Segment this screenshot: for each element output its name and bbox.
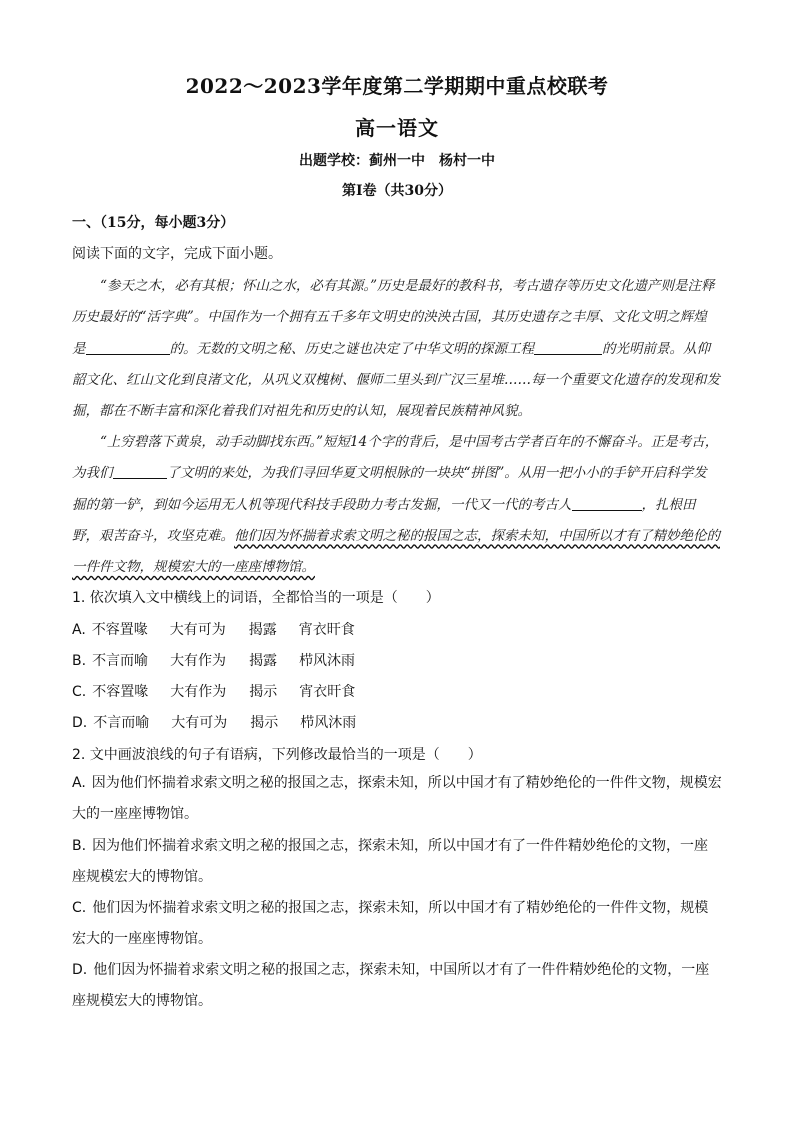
option-label: B. [72, 653, 87, 669]
q1-option-a[interactable] [72, 619, 355, 639]
reading-instruction: 阅读下面的文字，完成下面小题。 [72, 246, 282, 262]
option-word: 揭露 [248, 622, 277, 638]
option-word: 不言而喻 [93, 715, 150, 731]
option-word: 栉风沐雨 [299, 653, 356, 669]
passage-paragraph-1 [72, 271, 720, 427]
q2-option-d[interactable] [72, 955, 722, 1017]
option-text: 他们因为怀揣着求索文明之秘的报国之志，探索未知，中国所以才有了一件件精妙绝伦的文物，一座座规模宏大的博物馆。 [72, 962, 710, 1009]
option-word: 揭露 [249, 653, 278, 669]
passage-text: “上穷碧落下黄泉，动手动脚找东西。”短短14个字的背后，是中国考古学者百年的不懈奋斗。正是考古，为我们 [72, 434, 719, 482]
passage-paragraph-2 [72, 427, 720, 583]
option-word: 揭示 [250, 715, 279, 731]
passage-text: ，扎根田野，艰苦奋斗，攻坚克难。 [72, 496, 696, 544]
question-2-stem: 2. 文中画波浪线的句子有语病，下列修改最恰当的一项是（ ） [72, 747, 482, 763]
fill-blank-1 [86, 339, 170, 355]
option-text: 他们因为怀揣着求索文明之秘的报国之志，探索未知，所以中国才有了精妙绝伦的一件件文物，规模宏大的一座座博物馆。 [72, 900, 709, 947]
question-1-stem: 1. 依次填入文中横线上的词语，全都恰当的一项是（ ） [72, 590, 440, 606]
setter-schools: 出题学校：蓟州一中 杨村一中 [299, 153, 495, 169]
option-word: 不容置喙 [92, 684, 149, 700]
option-word: 大有作为 [170, 684, 227, 700]
passage-text: 了文明的来处，为我们寻回华夏文明根脉的一块块“拼图”。从用一把小小的手铲开启科学发掘的第一铲，到如今运用无人机等现代科技手段助力考古发掘，一代又一代的考古人 [72, 465, 707, 513]
q2-option-a[interactable] [72, 768, 722, 830]
option-label: D. [72, 715, 88, 731]
q2-option-b[interactable] [72, 831, 722, 893]
option-word: 不容置喙 [91, 622, 148, 638]
option-word: 栉风沐雨 [300, 715, 357, 731]
fill-blank-2 [534, 339, 602, 355]
option-word: 揭示 [249, 684, 278, 700]
passage-text: 的。无数的文明之秘、历史之谜也决定了中华文明的探源工程 [169, 340, 534, 357]
option-word: 宵衣旰食 [298, 622, 355, 638]
option-word: 不言而喻 [92, 653, 149, 669]
option-word: 大有作为 [170, 653, 227, 669]
option-text: 因为他们怀揣着求索文明之秘的报国之志，探索未知，所以中国才有了一件件精妙绝伦的文物，一座座规模宏大的博物馆。 [72, 838, 709, 885]
option-label: A. [72, 775, 86, 791]
option-word: 大有可为 [169, 622, 226, 638]
q1-option-d[interactable] [72, 712, 356, 732]
section-heading: 一、（15分，每小题3分） [72, 215, 235, 231]
option-label: C. [72, 900, 87, 916]
exam-title: 2022～2023学年度第二学期期中重点校联考 [185, 74, 609, 98]
q2-option-c[interactable] [72, 893, 722, 955]
passage-text: 的光明前景。从仰韶文化、红山文化到良渚文化，从巩义双槐树、偃师二里头到广汉三星堆……每一个重要文化遗存的发现和发掘，都在不断丰富和深化着我们对祖先和历史的认知，展现着民族精神风貌。 [72, 340, 720, 420]
option-label: C. [72, 684, 87, 700]
subject-title: 高一语文 [355, 116, 439, 140]
option-label: B. [72, 838, 87, 854]
option-word: 大有可为 [171, 715, 228, 731]
q1-option-b[interactable] [72, 650, 355, 670]
passage-text: “参天之木，必有其根；怀山之水，必有其源。”历史是最好的教科书，考古遗存等历史文化遗产则是注释历史最好的“活字典”。中国作为一个拥有五千多年文明史的泱泱古国，其历史遗存之丰厚、文化文明之辉煌是 [72, 278, 715, 357]
wavy-underlined-sentence: 他们因为怀揣着求索文明之秘的报国之志，探索未知，中国所以才有了精妙绝伦的一件件文物，规模宏大的一座座博物馆。 [72, 527, 720, 576]
option-text: 因为他们怀揣着求索文明之秘的报国之志，探索未知，所以中国才有了精妙绝伦的一件件文物，规模宏大的一座座博物馆。 [72, 775, 722, 822]
fill-blank-3 [113, 463, 167, 479]
option-label: D. [72, 962, 88, 978]
fill-blank-4 [572, 495, 642, 511]
option-label: A. [72, 622, 86, 638]
volume-heading: 第Ⅰ卷（共30分） [341, 183, 453, 199]
q1-option-c[interactable] [72, 681, 355, 701]
option-word: 宵衣旰食 [299, 684, 356, 700]
